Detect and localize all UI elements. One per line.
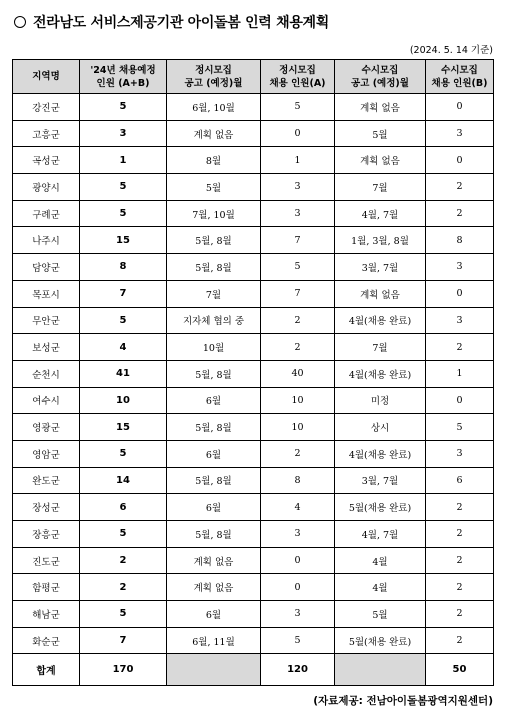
cell-occasional-count: 2 bbox=[426, 601, 494, 628]
header-occasional-notice: 수시모집 공고 (예정)월 bbox=[335, 60, 426, 94]
cell-regular-notice: 7월, 10월 bbox=[167, 200, 261, 227]
cell-plan: 6 bbox=[80, 494, 167, 521]
title-text: 전라남도 서비스제공기관 아이돌봄 인력 채용계획 bbox=[33, 15, 329, 31]
cell-occasional-notice: 5월(채용 완료) bbox=[335, 627, 426, 654]
table-row bbox=[13, 601, 494, 628]
cell-region: 장성군 bbox=[13, 494, 80, 521]
cell-occasional-count: 0 bbox=[426, 94, 494, 121]
total-regular-count: 120 bbox=[261, 654, 335, 686]
cell-occasional-notice: 4월(채용 완료) bbox=[335, 307, 426, 334]
cell-plan: 2 bbox=[80, 574, 167, 601]
cell-occasional-notice: 미정 bbox=[335, 387, 426, 414]
cell-regular-count: 10 bbox=[261, 414, 335, 441]
cell-regular-count: 7 bbox=[261, 227, 335, 254]
table-row bbox=[13, 307, 494, 334]
cell-regular-notice: 6월 bbox=[167, 494, 261, 521]
cell-regular-count: 0 bbox=[261, 574, 335, 601]
cell-plan: 1 bbox=[80, 147, 167, 174]
table-row bbox=[13, 547, 494, 574]
cell-occasional-notice: 4월, 7월 bbox=[335, 521, 426, 548]
total-plan: 170 bbox=[80, 654, 167, 686]
cell-plan: 14 bbox=[80, 467, 167, 494]
table-row bbox=[13, 387, 494, 414]
cell-plan: 7 bbox=[80, 627, 167, 654]
cell-occasional-notice: 7월 bbox=[335, 334, 426, 361]
cell-regular-count: 5 bbox=[261, 94, 335, 121]
total-regular-notice bbox=[167, 654, 261, 686]
cell-plan: 3 bbox=[80, 120, 167, 147]
cell-plan: 2 bbox=[80, 547, 167, 574]
cell-regular-notice: 7월 bbox=[167, 280, 261, 307]
cell-occasional-count: 0 bbox=[426, 147, 494, 174]
cell-occasional-count: 2 bbox=[426, 334, 494, 361]
cell-occasional-count: 0 bbox=[426, 280, 494, 307]
cell-region: 강진군 bbox=[13, 94, 80, 121]
cell-regular-count: 2 bbox=[261, 307, 335, 334]
cell-occasional-count: 3 bbox=[426, 307, 494, 334]
cell-regular-count: 4 bbox=[261, 494, 335, 521]
cell-occasional-notice: 계획 없음 bbox=[335, 280, 426, 307]
cell-regular-count: 10 bbox=[261, 387, 335, 414]
cell-occasional-notice: 3월, 7월 bbox=[335, 254, 426, 281]
header-occasional-count: 수시모집 채용 인원(B) bbox=[426, 60, 494, 94]
total-row bbox=[13, 654, 494, 686]
cell-regular-notice: 6월 bbox=[167, 387, 261, 414]
header-regular-notice: 정시모집 공고 (예정)월 bbox=[167, 60, 261, 94]
cell-region: 여수시 bbox=[13, 387, 80, 414]
cell-regular-count: 0 bbox=[261, 120, 335, 147]
hiring-plan-table bbox=[12, 59, 494, 686]
header-region: 지역명 bbox=[13, 60, 80, 94]
cell-regular-count: 1 bbox=[261, 147, 335, 174]
cell-regular-count: 3 bbox=[261, 174, 335, 201]
circle-bullet-icon bbox=[14, 16, 26, 28]
cell-regular-notice: 5월 bbox=[167, 174, 261, 201]
total-occasional-count: 50 bbox=[426, 654, 494, 686]
cell-occasional-notice: 4월 bbox=[335, 574, 426, 601]
header-row bbox=[13, 60, 494, 94]
cell-plan: 5 bbox=[80, 440, 167, 467]
cell-occasional-count: 2 bbox=[426, 521, 494, 548]
cell-region: 나주시 bbox=[13, 227, 80, 254]
cell-occasional-count: 2 bbox=[426, 494, 494, 521]
cell-region: 보성군 bbox=[13, 334, 80, 361]
cell-region: 목포시 bbox=[13, 280, 80, 307]
cell-occasional-notice: 4월, 7월 bbox=[335, 200, 426, 227]
table-row bbox=[13, 440, 494, 467]
cell-occasional-notice: 4월(채용 완료) bbox=[335, 440, 426, 467]
cell-regular-notice: 지자체 협의 중 bbox=[167, 307, 261, 334]
table-row bbox=[13, 334, 494, 361]
cell-regular-notice: 계획 없음 bbox=[167, 574, 261, 601]
header-plan: '24년 채용예정 인원 (A+B) bbox=[80, 60, 167, 94]
cell-plan: 5 bbox=[80, 200, 167, 227]
cell-plan: 5 bbox=[80, 94, 167, 121]
cell-occasional-notice: 5월(채용 완료) bbox=[335, 494, 426, 521]
cell-regular-notice: 계획 없음 bbox=[167, 547, 261, 574]
table-row bbox=[13, 574, 494, 601]
cell-regular-notice: 5월, 8월 bbox=[167, 227, 261, 254]
cell-plan: 5 bbox=[80, 601, 167, 628]
table-row bbox=[13, 120, 494, 147]
table-row bbox=[13, 467, 494, 494]
cell-region: 영광군 bbox=[13, 414, 80, 441]
cell-plan: 15 bbox=[80, 227, 167, 254]
cell-regular-notice: 5월, 8월 bbox=[167, 414, 261, 441]
cell-regular-notice: 6월 bbox=[167, 601, 261, 628]
cell-plan: 5 bbox=[80, 307, 167, 334]
cell-occasional-notice: 4월(채용 완료) bbox=[335, 360, 426, 387]
cell-regular-notice: 계획 없음 bbox=[167, 120, 261, 147]
cell-region: 고흥군 bbox=[13, 120, 80, 147]
cell-occasional-notice: 3월, 7월 bbox=[335, 467, 426, 494]
cell-regular-count: 0 bbox=[261, 547, 335, 574]
cell-region: 함평군 bbox=[13, 574, 80, 601]
table-row bbox=[13, 174, 494, 201]
cell-occasional-notice: 7월 bbox=[335, 174, 426, 201]
cell-occasional-count: 3 bbox=[426, 440, 494, 467]
cell-regular-notice: 5월, 8월 bbox=[167, 360, 261, 387]
cell-regular-notice: 6월 bbox=[167, 440, 261, 467]
cell-occasional-count: 2 bbox=[426, 200, 494, 227]
cell-regular-notice: 5월, 8월 bbox=[167, 467, 261, 494]
cell-regular-notice: 6월, 10월 bbox=[167, 94, 261, 121]
table-row bbox=[13, 494, 494, 521]
cell-region: 영암군 bbox=[13, 440, 80, 467]
table-row bbox=[13, 521, 494, 548]
cell-plan: 4 bbox=[80, 334, 167, 361]
cell-occasional-count: 6 bbox=[426, 467, 494, 494]
cell-occasional-count: 2 bbox=[426, 174, 494, 201]
cell-occasional-notice: 5월 bbox=[335, 120, 426, 147]
cell-plan: 5 bbox=[80, 174, 167, 201]
table-row bbox=[13, 254, 494, 281]
cell-regular-count: 7 bbox=[261, 280, 335, 307]
cell-region: 구례군 bbox=[13, 200, 80, 227]
table-row bbox=[13, 94, 494, 121]
cell-regular-count: 3 bbox=[261, 200, 335, 227]
total-occasional-notice bbox=[335, 654, 426, 686]
cell-occasional-notice: 계획 없음 bbox=[335, 94, 426, 121]
cell-plan: 41 bbox=[80, 360, 167, 387]
cell-regular-count: 40 bbox=[261, 360, 335, 387]
cell-regular-count: 3 bbox=[261, 521, 335, 548]
cell-occasional-count: 5 bbox=[426, 414, 494, 441]
cell-region: 곡성군 bbox=[13, 147, 80, 174]
cell-occasional-count: 2 bbox=[426, 627, 494, 654]
cell-regular-notice: 5월, 8월 bbox=[167, 254, 261, 281]
cell-region: 진도군 bbox=[13, 547, 80, 574]
cell-occasional-count: 2 bbox=[426, 574, 494, 601]
cell-regular-count: 2 bbox=[261, 440, 335, 467]
cell-occasional-notice: 계획 없음 bbox=[335, 147, 426, 174]
cell-plan: 7 bbox=[80, 280, 167, 307]
cell-regular-count: 5 bbox=[261, 254, 335, 281]
cell-region: 담양군 bbox=[13, 254, 80, 281]
total-label: 합계 bbox=[13, 654, 80, 686]
table-row bbox=[13, 360, 494, 387]
cell-region: 화순군 bbox=[13, 627, 80, 654]
cell-regular-notice: 5월, 8월 bbox=[167, 521, 261, 548]
cell-occasional-count: 1 bbox=[426, 360, 494, 387]
cell-regular-count: 8 bbox=[261, 467, 335, 494]
cell-occasional-count: 2 bbox=[426, 547, 494, 574]
cell-regular-notice: 8월 bbox=[167, 147, 261, 174]
cell-occasional-notice: 5월 bbox=[335, 601, 426, 628]
header-regular-count: 정시모집 채용 인원(A) bbox=[261, 60, 335, 94]
cell-occasional-notice: 1월, 3월, 8월 bbox=[335, 227, 426, 254]
cell-plan: 5 bbox=[80, 521, 167, 548]
cell-regular-notice: 6월, 11월 bbox=[167, 627, 261, 654]
source-credit: (자료제공: 전남아이돌봄광역지원센터) bbox=[313, 695, 493, 707]
cell-region: 해남군 bbox=[13, 601, 80, 628]
cell-occasional-count: 3 bbox=[426, 120, 494, 147]
table-row bbox=[13, 414, 494, 441]
cell-region: 무안군 bbox=[13, 307, 80, 334]
table-row bbox=[13, 147, 494, 174]
cell-occasional-notice: 4월 bbox=[335, 547, 426, 574]
cell-plan: 10 bbox=[80, 387, 167, 414]
table-row bbox=[13, 200, 494, 227]
cell-occasional-count: 0 bbox=[426, 387, 494, 414]
table-row bbox=[13, 227, 494, 254]
cell-regular-count: 5 bbox=[261, 627, 335, 654]
cell-region: 완도군 bbox=[13, 467, 80, 494]
cell-plan: 15 bbox=[80, 414, 167, 441]
cell-region: 순천시 bbox=[13, 360, 80, 387]
cell-plan: 8 bbox=[80, 254, 167, 281]
cell-regular-notice: 10월 bbox=[167, 334, 261, 361]
cell-occasional-notice: 상시 bbox=[335, 414, 426, 441]
table-row bbox=[13, 280, 494, 307]
cell-region: 장흥군 bbox=[13, 521, 80, 548]
cell-occasional-count: 3 bbox=[426, 254, 494, 281]
cell-regular-count: 3 bbox=[261, 601, 335, 628]
document-title bbox=[14, 12, 329, 32]
table-row bbox=[13, 627, 494, 654]
cell-region: 광양시 bbox=[13, 174, 80, 201]
cell-regular-count: 2 bbox=[261, 334, 335, 361]
reference-date: (2024. 5. 14 기준) bbox=[409, 45, 493, 56]
cell-occasional-count: 8 bbox=[426, 227, 494, 254]
